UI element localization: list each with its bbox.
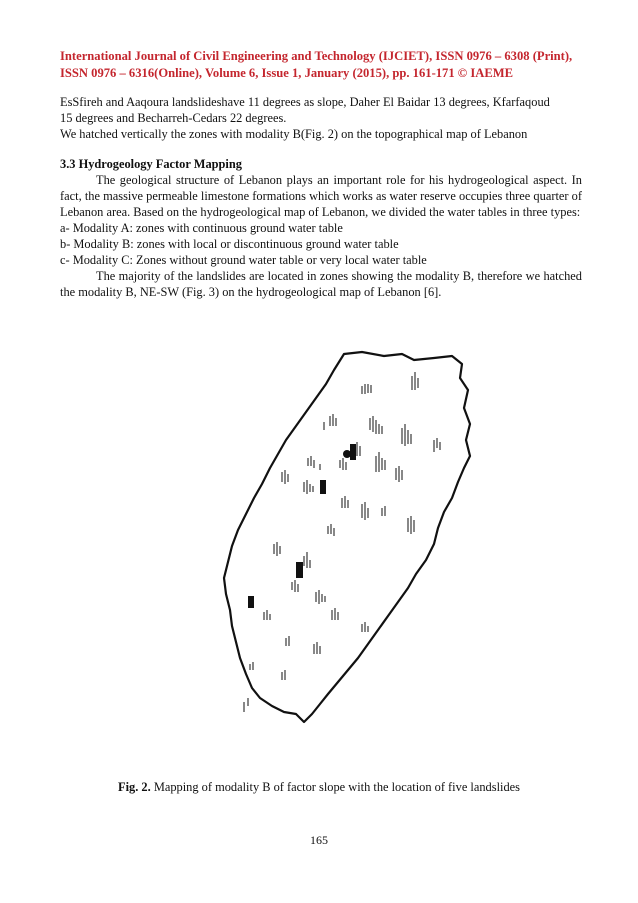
figure-label: Fig. 2.	[118, 780, 151, 794]
list-item-b: b- Modality B: zones with local or discontinuous ground water table	[60, 237, 399, 251]
intro-line-3: We hatched vertically the zones with modality B(Fig. 2) on the topographical map of Lebanon	[60, 127, 528, 141]
landslide-marker-2	[343, 450, 351, 458]
modality-b-hatching	[244, 372, 440, 712]
intro-line-1: EsSfireh and Aaqoura landslideshave 11 degrees as slope, Daher El Baidar 13 degrees, Kfarfaqoud	[60, 95, 550, 109]
list-item-c: c- Modality C: Zones without ground water table or very local water table	[60, 253, 427, 267]
intro-paragraph	[60, 94, 582, 142]
lebanon-outline	[224, 352, 470, 722]
section-body	[60, 172, 582, 300]
landslide-markers	[248, 444, 356, 608]
header-line-1: International Journal of Civil Engineering and Technology (IJCIET), ISSN 0976 – 6308 (Print),	[60, 49, 573, 63]
landslide-marker-1	[350, 444, 356, 460]
list-item-a: a- Modality A: zones with continuous ground water table	[60, 221, 343, 235]
section-paragraph-1: The geological structure of Lebanon plays an important role for his hydrogeological aspect. In fact, the massive permeable limestone formations which works as water reserve occupies three quarter of Lebanon area. Based on the hydrogeological map of Lebanon, we divided the water tables in three types:	[60, 173, 582, 219]
section-paragraph-2: The majority of the landslides are located in zones showing the modality B, therefore we hatched the modality B, NE-SW (Fig. 3) on the hydrogeological map of Lebanon [6].	[60, 269, 582, 299]
intro-line-2: 15 degrees and Becharreh-Cedars 22 degrees.	[60, 111, 287, 125]
lebanon-modality-map	[212, 348, 478, 726]
figure-caption	[0, 780, 638, 795]
landslide-marker-3	[320, 480, 326, 494]
section-heading: 3.3 Hydrogeology Factor Mapping	[60, 157, 242, 171]
figure-caption-text: Mapping of modality B of factor slope with the location of five landslides	[150, 780, 520, 794]
landslide-marker-4	[296, 562, 303, 578]
header-line-2: ISSN 0976 – 6316(Online), Volume 6, Issue 1, January (2015), pp. 161-171 © IAEME	[60, 66, 514, 80]
landslide-marker-5	[248, 596, 254, 608]
journal-header	[60, 48, 582, 82]
page-number: 165	[310, 833, 328, 847]
